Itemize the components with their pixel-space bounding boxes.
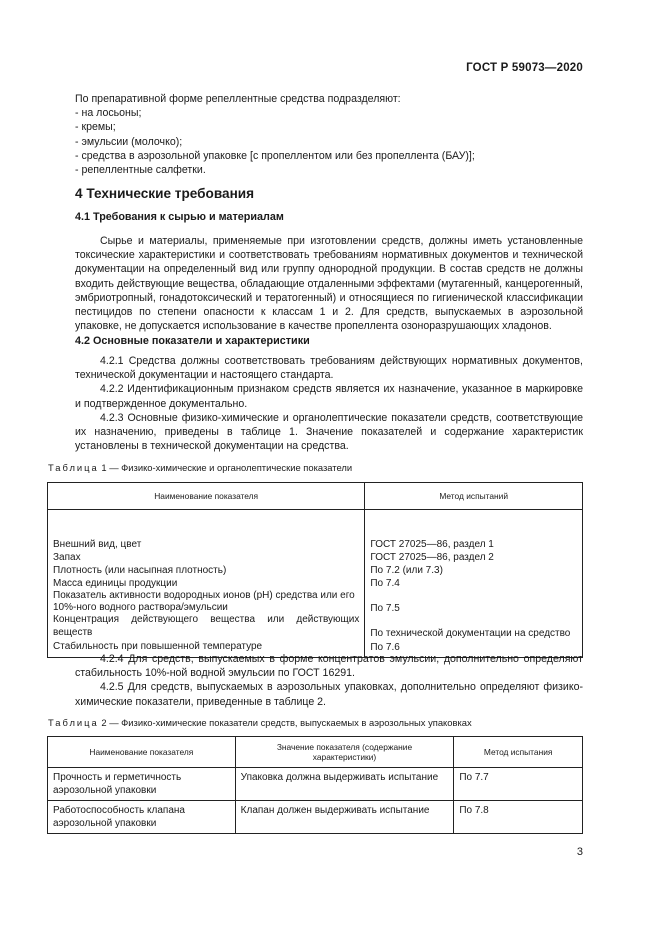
paragraph-4-2-4: 4.2.4 Для средств, выпускаемых в форме концентратов эмульсии, дополнительно определяют стабильность 10%-ной водной эмульсии по ГОСТ 16291. <box>75 653 583 680</box>
list-item: - репеллентные салфетки. <box>75 164 206 177</box>
cell-text: По технической документации на средство <box>370 628 571 640</box>
cell-text: По 7.4 <box>370 578 400 590</box>
table1-caption <box>48 462 352 473</box>
cell-text: Показатель активности водородных ионов (pH) средства или его 10%-ного водного раствора/эмульсии <box>53 590 355 614</box>
table-row <box>48 768 583 801</box>
table-cell: По 7.7 <box>454 768 583 801</box>
caption-text: 2 — Физико-химические показатели средств, выпускаемых в аэрозольных упаковках <box>101 717 472 728</box>
cell-text: Масса единицы продукции <box>53 578 178 590</box>
paragraph-4-2-5: 4.2.5 Для средств, выпускаемых в аэрозольных упаковках, дополнительно определяют физико-химические показатели, приведенные в таблице 2. <box>75 681 583 708</box>
paragraph-4-2-2: 4.2.2 Идентификационным признаком средств является их назначение, указанное в маркировке и подтвержденное документально. <box>75 383 583 410</box>
table-cell: Работоспособность клапана аэрозольной упаковки <box>48 801 236 834</box>
paragraph-4-2-1: 4.2.1 Средства должны соответствовать требованиям действующих нормативных документов, технической документации и настоящего стандарта. <box>75 355 583 382</box>
list-item: - эмульсии (молочко); <box>75 135 183 148</box>
list-item: - средства в аэрозольной упаковке [с пропеллентом или без пропеллента (БАУ)]; <box>75 149 475 162</box>
table-cell: Клапан должен выдерживать испытание <box>235 801 454 834</box>
table-header-row <box>48 737 583 768</box>
cell-text: Внешний вид, цвет <box>53 539 142 550</box>
cell-text: ГОСТ 27025—86, раздел 2 <box>370 552 494 564</box>
paragraphs-after-table1 <box>75 652 583 709</box>
form-list <box>75 106 583 177</box>
section-title: 4 Технические требования <box>75 186 255 201</box>
table-cell-names <box>48 510 365 658</box>
subsection-title-4-2: 4.2 Основные показатели и характеристики <box>75 335 310 347</box>
page-number: 3 <box>576 846 583 858</box>
cell-text: Плотность (или насыпная плотность) <box>53 565 227 577</box>
caption-word: Таблица <box>48 717 99 728</box>
column-header: Наименование показателя <box>48 483 365 510</box>
table-cell: По 7.8 <box>454 801 583 834</box>
column-header: Значение показателя (содержание характеристики) <box>235 737 454 768</box>
cell-text: Концентрация действующего вещества или действующих веществ <box>53 614 360 638</box>
table-1 <box>47 482 583 658</box>
column-header: Метод испытаний <box>365 483 583 510</box>
cell-text: По 7.6 <box>370 641 400 653</box>
table-cell: Упаковка должна выдерживать испытание <box>235 768 454 801</box>
intro-lead: По препаративной форме репеллентные средства подразделяют: <box>75 93 401 105</box>
column-header: Метод испытания <box>454 737 583 768</box>
paragraphs-4-2 <box>75 354 583 453</box>
cell-text: Стабильность при повышенной температуре <box>53 640 263 652</box>
column-header: Наименование показателя <box>48 737 236 768</box>
table2-caption <box>48 717 472 728</box>
standard-code: ГОСТ Р 59073—2020 <box>466 62 583 74</box>
subsection-title-4-1: 4.1 Требования к сырью и материалам <box>75 211 284 223</box>
paragraph-4-1: Сырье и материалы, применяемые при изготовлении средств, должны иметь установленные токсические характеристики и соответствовать требованиям нормативных документов и технической документации на определенный вид или группу однородной продукции. В состав средств не должны входить действующие вещества, обладающие отдаленными эффектами (мутагенный, канцерогенный, эмбриотропный, гонадотоксический и тератогенный) и относящиеся по гигиенической классификации пестицидов по степени опасности к классам 1 и 2. Для средств, выпускаемых в аэрозольной упаковке, не допускается использование в качестве пропеллента озоноразрушающих хладонов. <box>75 235 583 333</box>
list-item: - кремы; <box>75 121 116 134</box>
cell-text: По 7.5 <box>370 603 400 615</box>
caption-text: 1 — Физико-химические и органолептические показатели <box>101 462 353 473</box>
cell-text: ГОСТ 27025—86, раздел 1 <box>370 539 494 550</box>
table-row <box>48 801 583 834</box>
table-header-row <box>48 483 583 510</box>
intro-block <box>75 92 583 177</box>
cell-text: По 7.2 (или 7.3) <box>370 565 443 577</box>
cell-text: Запах <box>53 552 81 564</box>
table-2 <box>47 736 583 834</box>
table-row <box>48 510 583 658</box>
table-cell: Прочность и герметичность аэрозольной упаковки <box>48 768 236 801</box>
paragraph-4-2-3: 4.2.3 Основные физико-химические и органолептические показатели средств, соответствующие их назначению, приведены в таблице 1. Значение показателей и содержание характеристик установлены в технической документации на средства. <box>75 411 583 453</box>
caption-word: Таблица <box>48 462 99 473</box>
table-cell-methods <box>365 510 583 658</box>
list-item: - на лосьоны; <box>75 107 142 120</box>
